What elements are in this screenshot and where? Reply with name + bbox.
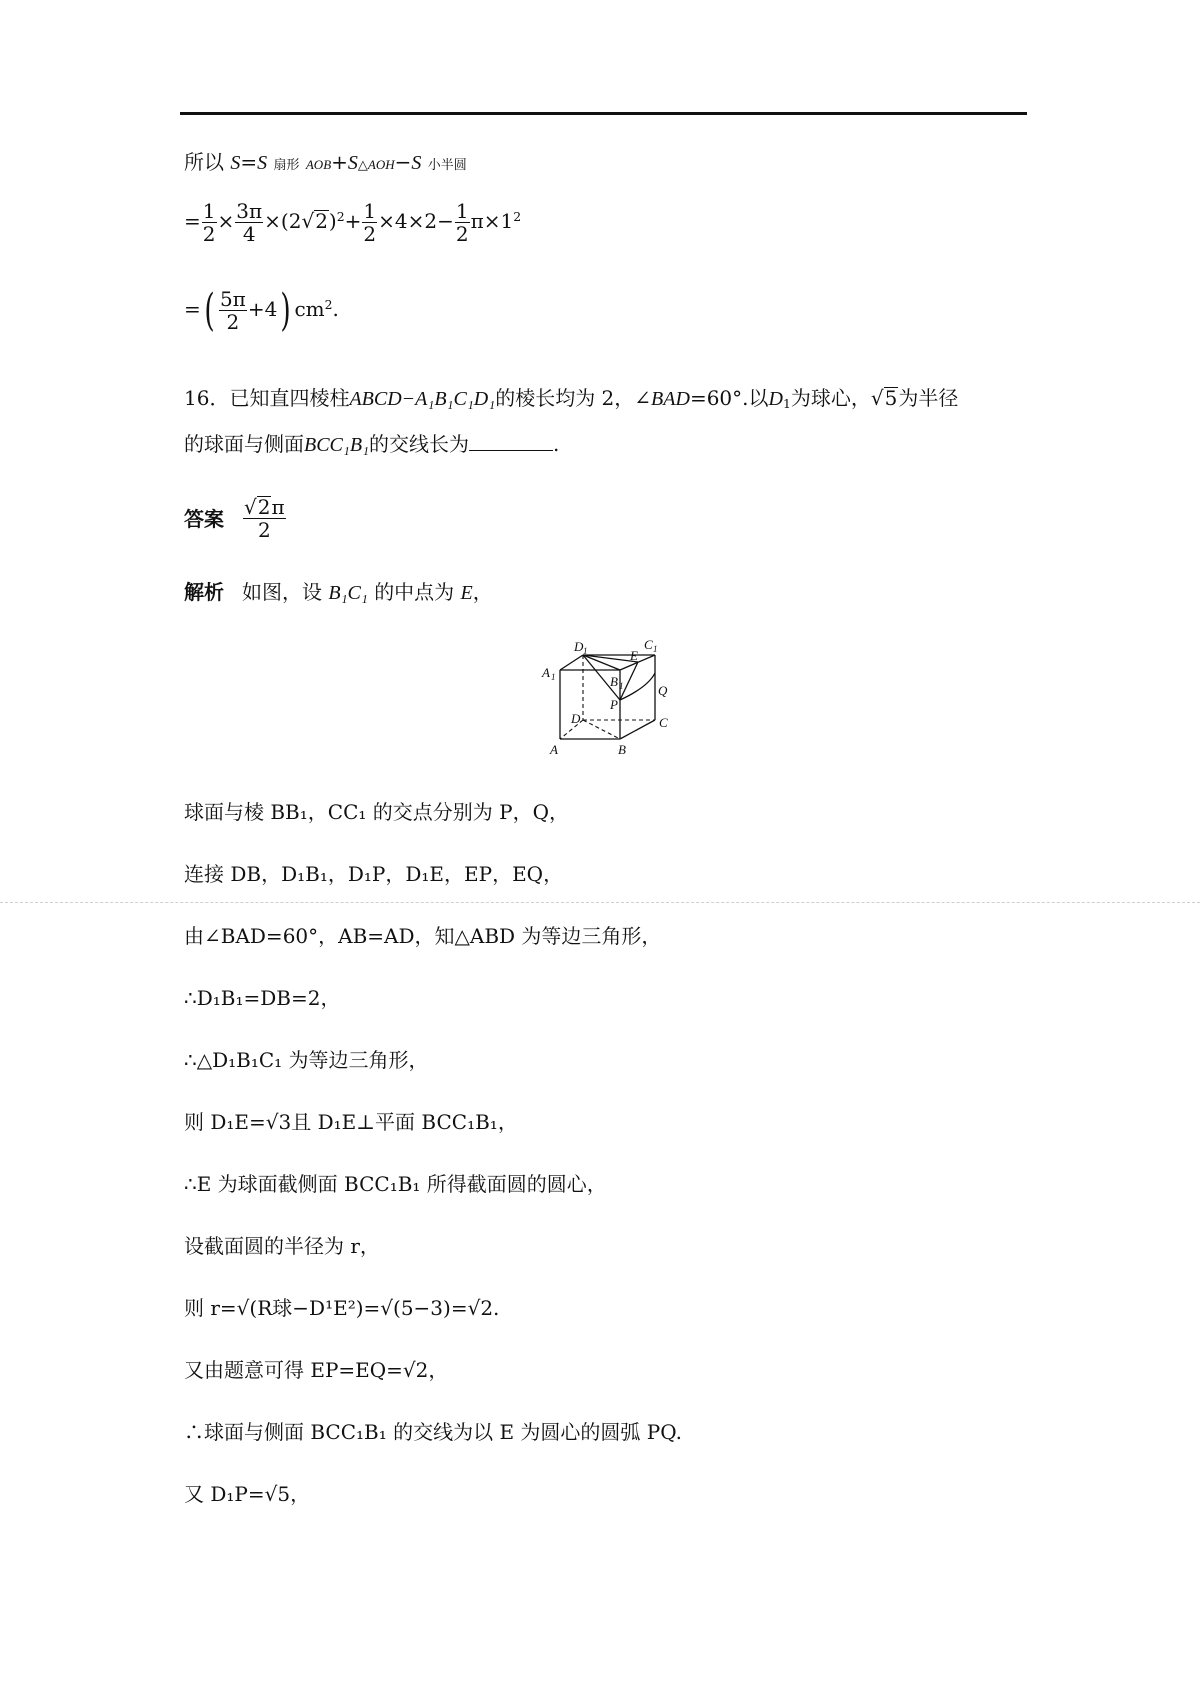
problem-text: 的棱长均为 2，∠ bbox=[495, 386, 652, 410]
solution-step-4: ∴D₁B₁=DB=2， bbox=[184, 986, 341, 1010]
label-p: P bbox=[610, 697, 618, 712]
face-name: BCC₁B₁ bbox=[304, 434, 370, 456]
answer-label: 答案 bbox=[184, 506, 224, 531]
times-sign: × bbox=[217, 209, 235, 233]
radicand: 2 bbox=[257, 495, 271, 519]
solution-label: 解析 bbox=[184, 580, 224, 604]
sqrt-2: √2 bbox=[301, 209, 328, 233]
center-point: D bbox=[768, 388, 783, 410]
numerator: 1 bbox=[455, 199, 469, 223]
var-s: S bbox=[230, 152, 241, 174]
denominator: 2 bbox=[455, 222, 469, 246]
solution-text: 的中点为 bbox=[374, 580, 455, 604]
numerator: 5π bbox=[219, 287, 246, 311]
paren-close: ) bbox=[328, 209, 337, 233]
solution-step-2: 连接 DB，D₁B₁，D₁P，D₁E，EP，EQ， bbox=[184, 862, 564, 886]
denominator: 4 bbox=[242, 222, 256, 246]
label-c: C bbox=[659, 715, 668, 730]
denominator: 2 bbox=[257, 518, 271, 542]
numerator: √2π bbox=[244, 495, 285, 519]
label-a1: A bbox=[542, 665, 550, 680]
solution-step-12: 又 D₁P=√5， bbox=[184, 1482, 311, 1506]
plus-sign: + bbox=[331, 150, 348, 174]
fraction-half bbox=[455, 200, 470, 245]
label-d: D bbox=[571, 711, 581, 726]
segment-name: B₁C₁ bbox=[328, 582, 368, 604]
formula-line-3 bbox=[184, 284, 339, 336]
label-e: E bbox=[630, 648, 638, 663]
solution-step-6: 则 D₁E=√3且 D₁E⊥平面 BCC₁B₁， bbox=[184, 1110, 518, 1134]
fraction-half bbox=[202, 200, 217, 245]
problem-number: 16． bbox=[184, 386, 230, 410]
plus-sign: + bbox=[344, 209, 362, 233]
formula-line-2 bbox=[184, 200, 521, 245]
pi: π bbox=[271, 495, 285, 519]
text-so: 所以 bbox=[184, 150, 224, 174]
angle-name: BAD bbox=[651, 388, 690, 410]
fraction-three-pi-four bbox=[235, 200, 263, 245]
eq-sign: = bbox=[184, 209, 201, 233]
solution-step-8: 设截面圆的半径为 r， bbox=[184, 1234, 380, 1258]
sub-triangle-aoh: △AOH bbox=[357, 157, 395, 172]
label-b: B bbox=[618, 742, 626, 757]
solution-step-5: ∴△D₁B₁C₁ 为等边三角形， bbox=[184, 1048, 429, 1072]
eq-sign: = bbox=[240, 150, 258, 174]
sub-sector-label: 扇形 bbox=[273, 158, 300, 173]
label-q: Q bbox=[658, 683, 668, 698]
problem-text: 已知直四棱柱 bbox=[229, 386, 350, 410]
denominator: 2 bbox=[363, 222, 377, 246]
prism-name: ABCD−A₁B₁C₁D₁ bbox=[349, 388, 496, 410]
big-paren-close: ) bbox=[280, 284, 292, 336]
label-d1-sub: 1 bbox=[583, 646, 588, 656]
problem-16-line-2 bbox=[184, 432, 559, 457]
var-s: S bbox=[257, 152, 268, 174]
sub-semicircle-label: 小半圆 bbox=[427, 158, 467, 173]
solution-step-7: ∴E 为球面截侧面 BCC₁B₁ 所得截面圆的圆心， bbox=[184, 1172, 607, 1196]
solution-intro bbox=[184, 580, 493, 605]
exponent: 2 bbox=[513, 209, 522, 225]
label-a1-sub: 1 bbox=[551, 672, 556, 682]
label-a: A bbox=[550, 742, 558, 757]
fraction-half bbox=[362, 200, 377, 245]
times-sign: × bbox=[264, 209, 281, 233]
problem-text: 为球心， bbox=[790, 386, 871, 410]
sub-aob: AOB bbox=[305, 157, 332, 172]
plus-four: +4 bbox=[247, 297, 278, 321]
pi-times-one: π×1 bbox=[470, 209, 514, 233]
punctuation: ， bbox=[472, 580, 493, 604]
problem-16-line-1: 16．已知直四棱柱ABCD−A₁B₁C₁D₁的棱长均为 2，∠BAD=60°.以$D_1$为球心，√5为半径 bbox=[184, 386, 959, 412]
radicand: 5 bbox=[884, 386, 898, 410]
sqrt-5: √5 bbox=[870, 386, 898, 410]
paren-open: (2 bbox=[280, 209, 302, 233]
exponent: 2 bbox=[336, 209, 345, 225]
fraction-five-pi-two bbox=[219, 288, 247, 333]
label-c1: C bbox=[644, 637, 653, 652]
solution-step-10: 又由题意可得 EP=EQ=√2， bbox=[184, 1358, 449, 1382]
header-rule bbox=[180, 112, 1027, 115]
solution-step-11: ∴球面与侧面 BCC₁B₁ 的交线为以 E 为圆心的圆弧 PQ. bbox=[184, 1420, 683, 1444]
solution-step-1: 球面与棱 BB₁，CC₁ 的交点分别为 P，Q， bbox=[184, 800, 569, 824]
solution-step-3: 由∠BAD=60°，AB=AD，知△ABD 为等边三角形， bbox=[184, 924, 662, 948]
solution-text: 如图，设 bbox=[242, 580, 322, 604]
denominator: 2 bbox=[226, 310, 240, 334]
answer-fraction bbox=[243, 496, 286, 541]
numerator: 1 bbox=[202, 199, 216, 223]
var-s: S bbox=[411, 152, 422, 174]
product-tail: ×4×2− bbox=[378, 209, 454, 233]
minus-sign: − bbox=[394, 150, 412, 174]
label-c1-sub: 1 bbox=[653, 644, 658, 654]
problem-text: 的球面与侧面 bbox=[184, 432, 304, 456]
period: . bbox=[553, 432, 560, 456]
period: . bbox=[332, 297, 339, 321]
label-d1: D bbox=[574, 639, 584, 654]
unit-cm: cm bbox=[294, 297, 325, 321]
label-b1: B bbox=[610, 674, 618, 689]
problem-text: 的交线长为 bbox=[369, 432, 470, 456]
answer-line bbox=[184, 496, 287, 541]
var-s: S bbox=[347, 152, 358, 174]
solution-step-9: 则 r=√(R球−D¹E²)=√(5−3)=√2. bbox=[184, 1296, 500, 1320]
formula-line-1 bbox=[184, 150, 467, 175]
prism-figure bbox=[530, 635, 690, 770]
big-paren-open: ( bbox=[204, 284, 215, 336]
denominator: 2 bbox=[202, 222, 216, 246]
numerator: 1 bbox=[363, 199, 377, 223]
point-name: E bbox=[460, 582, 473, 604]
eq-sign: = bbox=[184, 297, 201, 321]
answer-blank bbox=[469, 432, 553, 451]
problem-text: =60°.以 bbox=[689, 386, 769, 410]
problem-text: 为半径 bbox=[898, 386, 959, 410]
radicand: 2 bbox=[315, 209, 328, 233]
exponent: 2 bbox=[324, 297, 333, 313]
label-b1-sub: 1 bbox=[619, 681, 624, 691]
numerator: 3π bbox=[236, 199, 263, 223]
page-fold-line bbox=[0, 902, 1200, 903]
